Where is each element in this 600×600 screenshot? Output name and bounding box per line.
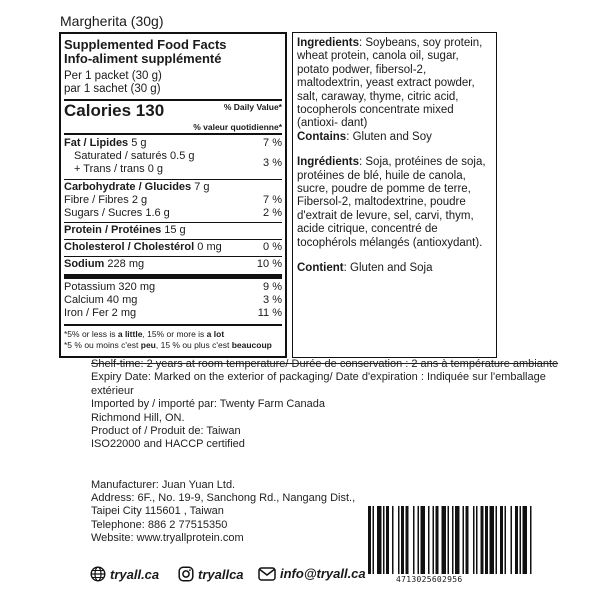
footnote-fr: *5 % ou moins c'est peu, 15 % ou plus c'est beaucoup bbox=[64, 340, 272, 350]
email-label: info@tryall.ca bbox=[280, 566, 366, 581]
expiry-date: Expiry Date: Marked on the exterior of packaging/ Date d'expiration : Indiquée sur l'emballage extérieur bbox=[91, 371, 546, 397]
saturated-trans-group bbox=[64, 150, 282, 176]
sugars-row bbox=[64, 207, 282, 220]
barcode bbox=[368, 506, 574, 574]
saturated-value: 0.5 g bbox=[170, 150, 195, 162]
footnote bbox=[64, 329, 282, 351]
telephone: Telephone: 886 2 77515350 bbox=[91, 518, 228, 531]
serving-size-fr: par 1 sachet (30 g) bbox=[64, 83, 161, 95]
daily-value-heading-en: % Daily Value* bbox=[223, 102, 282, 112]
daily-value-heading-fr: % valeur quotidienne* bbox=[193, 122, 282, 132]
contact-web[interactable] bbox=[90, 566, 159, 582]
cholesterol-row bbox=[64, 241, 282, 254]
potassium-percent: 9 % bbox=[263, 281, 282, 293]
contains-en: Contains: Gluten and Soy bbox=[297, 130, 432, 143]
carbohydrate-row bbox=[64, 181, 282, 194]
fat-row bbox=[64, 137, 282, 150]
nutrition-title-en: Supplemented Food Facts bbox=[64, 37, 227, 52]
divider bbox=[64, 222, 282, 223]
manufacturer: Manufacturer: Juan Yuan Ltd. bbox=[91, 478, 236, 491]
divider bbox=[64, 324, 282, 326]
contains-fr: Contient: Gluten and Soja bbox=[297, 262, 433, 275]
shelf-life: Shelf-time: 2 years at room temperature/ Durée de conservation : 2 ans à température ambiante bbox=[91, 358, 559, 370]
product-name: Margherita (30g) bbox=[60, 13, 164, 29]
website: Website: www.tryallprotein.com bbox=[91, 532, 244, 545]
calories: Calories 130 bbox=[64, 101, 165, 120]
certification: ISO22000 and HACCP certified bbox=[91, 438, 245, 451]
fibre-label: Fibre / Fibres bbox=[64, 194, 129, 206]
sodium-row bbox=[64, 258, 282, 271]
carbohydrate-label: Carbohydrate / Glucides bbox=[64, 181, 192, 193]
sodium-percent: 10 % bbox=[256, 258, 282, 270]
potassium-row bbox=[64, 281, 282, 294]
serving-size-en: Per 1 packet (30 g) bbox=[64, 70, 162, 82]
web-label: tryall.ca bbox=[110, 566, 160, 582]
iron-percent: 11 % bbox=[257, 307, 282, 319]
saturated-trans-percent: 3 % bbox=[263, 157, 282, 169]
trans-value: 0 g bbox=[147, 163, 163, 175]
ingredients-fr: Ingrédients: Soja, protéines de soja, protéines de blé, huile de canola, sucre, poudre de pomme de terre, Fibersol-2, maltodextrine, poudre d'extrait de levure, sel, carvi, thym, acide citrique, concentré de tocophérols mélangés (antioxydant). bbox=[297, 156, 486, 249]
fibre-row bbox=[64, 194, 282, 207]
trans-row bbox=[64, 163, 194, 176]
sugars-label: Sugars / Sucres bbox=[64, 207, 143, 219]
contact-email[interactable] bbox=[258, 566, 366, 581]
protein-row bbox=[64, 224, 282, 237]
saturated-label: Saturated / saturés bbox=[74, 150, 167, 162]
fat-label: Fat / Lipides bbox=[64, 137, 129, 149]
calcium-row bbox=[64, 294, 282, 307]
cholesterol-value: 0 mg bbox=[197, 241, 222, 253]
address-line-1: Address: 6F., No. 19-9, Sanchong Rd., Nangang Dist., bbox=[91, 492, 356, 505]
iron: Iron / Fer 2 mg bbox=[64, 307, 137, 319]
divider bbox=[64, 133, 282, 135]
fibre-value: 2 g bbox=[131, 194, 148, 206]
divider bbox=[64, 239, 282, 240]
calories-row bbox=[64, 101, 282, 121]
nutrition-title-fr: Info-aliment supplémenté bbox=[64, 51, 222, 66]
nutrition-facts-table bbox=[59, 32, 287, 358]
sodium-value: 228 mg bbox=[107, 258, 145, 270]
fibre-percent: 7 % bbox=[263, 194, 282, 206]
trans-label: + Trans / trans bbox=[74, 163, 145, 175]
cholesterol-label: Cholesterol / Cholestérol bbox=[64, 241, 195, 253]
instagram-label: tryallca bbox=[198, 566, 244, 582]
cholesterol-percent: 0 % bbox=[263, 241, 282, 253]
divider bbox=[64, 179, 282, 180]
protein-label: Protein / Protéines bbox=[64, 224, 162, 236]
footnote-en: *5% or less is a little, 15% or more is a lot bbox=[64, 329, 225, 339]
divider bbox=[64, 256, 282, 257]
ingredients-en: Ingredients: Soybeans, soy protein, wheat protein, canola oil, sugar, potato podwer, fibersol-2, maltodextrin, yeast extract powder, salt, caraway, thyme, citric acid, tocopherols concentrate mixed (antioxi- dant) bbox=[297, 37, 483, 130]
potassium: Potassium 320 mg bbox=[64, 281, 156, 293]
fat-value: 5 g bbox=[131, 137, 147, 149]
address-line-2: Taipei City 115601 , Taiwan bbox=[91, 505, 224, 518]
ingredients-box bbox=[292, 32, 497, 358]
sugars-percent: 2 % bbox=[263, 207, 282, 219]
barcode-number: 4713025602956 bbox=[396, 575, 463, 584]
instagram-icon bbox=[178, 566, 194, 582]
protein-value: 15 g bbox=[164, 224, 186, 236]
divider bbox=[64, 274, 282, 279]
mail-icon bbox=[258, 567, 276, 581]
sugars-value: 1.6 g bbox=[145, 207, 170, 219]
fat-percent: 7 % bbox=[263, 137, 282, 149]
calcium: Calcium 40 mg bbox=[64, 294, 138, 306]
product-of: Product of / Produit de: Taiwan bbox=[91, 425, 241, 438]
carbohydrate-value: 7 g bbox=[194, 181, 210, 193]
iron-row bbox=[64, 307, 282, 320]
calcium-percent: 3 % bbox=[263, 294, 282, 306]
sodium-label: Sodium bbox=[64, 258, 105, 270]
globe-icon bbox=[90, 566, 106, 582]
contact-instagram[interactable] bbox=[178, 566, 244, 582]
imported-by: Imported by / importé par: Twenty Farm Canada bbox=[91, 398, 325, 411]
saturated-row bbox=[64, 150, 194, 163]
importer-city: Richmond Hill, ON. bbox=[91, 411, 185, 424]
